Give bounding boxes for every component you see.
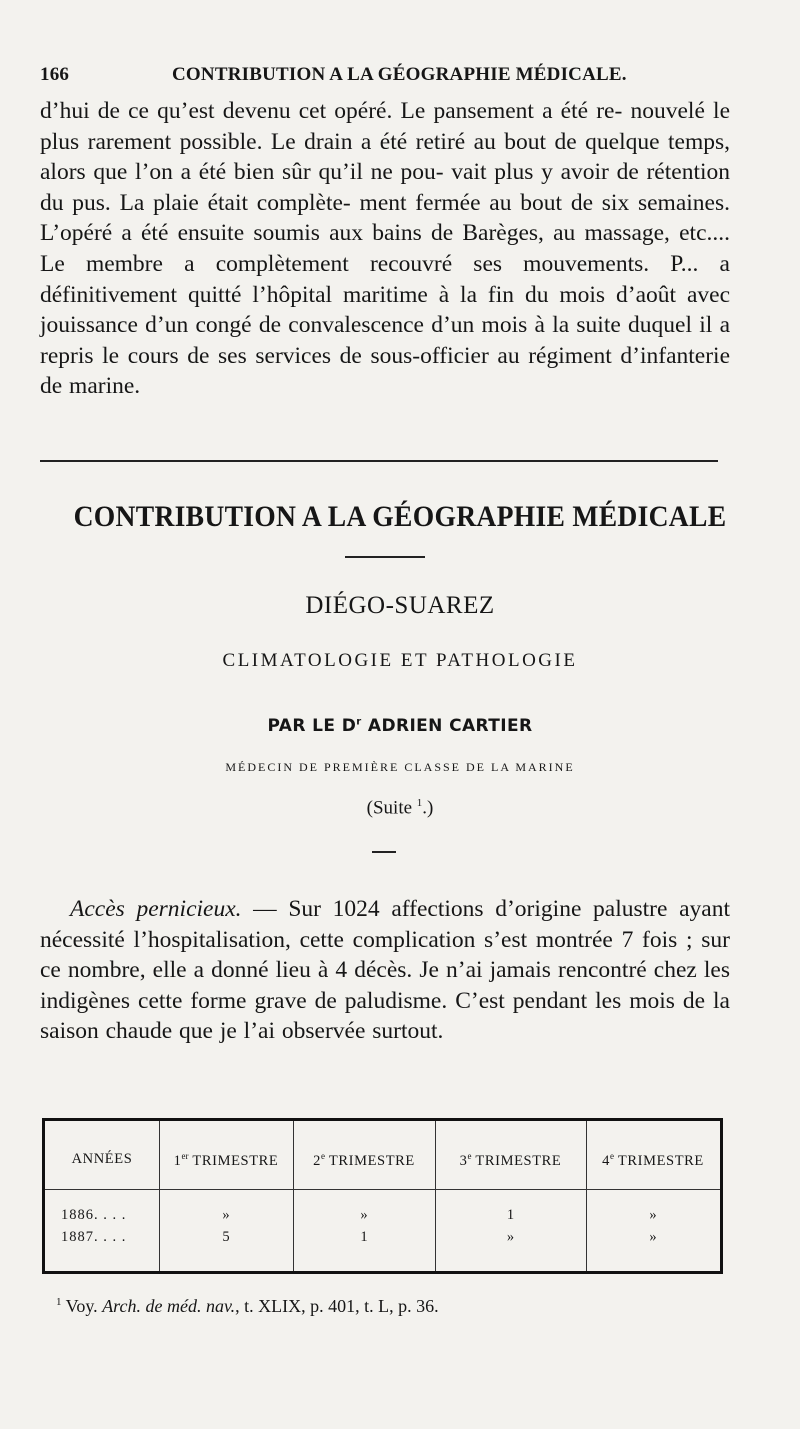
author-name: ADRIEN CARTIER [361,716,533,736]
header-num: 3 [459,1152,468,1169]
footnote-reference: , t. XLIX, p. 401, t. L, p. 36. [235,1296,439,1316]
text-line: repris le cours de ses services de sous-officier au régiment [40,342,612,369]
header-num: 2 [313,1152,321,1169]
text-line: complètement recouvré ses mouvements. P... a définitivement [40,250,730,308]
suite-label: (Suite [366,797,417,819]
text-line: d’infanterie de marine. [40,342,730,400]
column-divider [586,1121,587,1271]
pernicious-paragraph [40,894,730,1047]
paragraph [40,894,730,1047]
table-header-cell [586,1151,720,1170]
column-divider [159,1121,160,1271]
section-title: CONTRIBUTION A LA GÉOGRAPHIE MÉDICALE [73,500,727,533]
table-cell-year: 1886. . . . [61,1207,127,1223]
table-header-cell [293,1151,435,1170]
table-cell: » [649,1229,657,1245]
column-divider [435,1121,436,1271]
footnote-journal: Arch. de méd. nav. [102,1296,236,1316]
text-line: de quelque temps, alors que l’on a été bien sûr qu’il ne pou- [40,128,730,186]
short-divider [372,851,396,853]
running-head [40,64,740,92]
previous-paragraph [40,96,730,402]
title-underline [345,556,425,558]
header-text: TRIMESTRE [471,1152,562,1169]
text-line: d’un congé de convalescence d’un mois à la suite duquel il a [145,312,731,339]
text-line: ment fermée au bout de six semaines. L’opéré a été ensuite [40,189,730,247]
footnote-mark: 1 [56,1296,62,1308]
paragraph-lead: Accès pernicieux. [70,896,242,922]
header-num: 4 [602,1152,610,1169]
table-cell: 1 [360,1229,368,1245]
continuation-note [40,797,760,819]
suite-close: .) [422,797,434,819]
section-subsubtitle: CLIMATOLOGIE ET PATHOLOGIE [222,650,578,671]
text-line: soumis aux bains de Barèges, au massage, etc.... Le membre a [40,220,731,277]
previous-article-ending [40,96,730,402]
column-divider [293,1121,294,1271]
header-text: ANNÉES [71,1151,133,1167]
footnote [56,1296,736,1317]
footnote-ref[interactable]: 1 [416,797,423,809]
author-prefix: PAR LE D [267,716,357,736]
text-line: vait plus y avoir de rétention du pus. La plaie était complète- [40,159,730,216]
author-line [40,716,760,736]
header-text: TRIMESTRE [324,1152,415,1169]
footnote-lead: Voy. [61,1296,103,1316]
header-sup: e [320,1151,325,1161]
header-sup: er [181,1151,189,1161]
header-sup: e [467,1151,472,1161]
text-line: nouvelé le plus rarement possible. Le drain a été retiré au bout [40,98,731,155]
cases-table [42,1118,723,1274]
table-header-cell [45,1151,159,1168]
running-title: CONTRIBUTION A LA GÉOGRAPHIE MÉDICALE. [172,64,627,85]
header-text: TRIMESTRE [188,1152,279,1169]
table-cell: 5 [222,1229,230,1245]
table-cell: » [360,1207,368,1223]
paragraph-text: — Sur 1024 affections d’origine palustre ayant nécessité l’hospitalisation, cette complication s’est montrée 7 fois ; sur ce nombre, elle a donné lieu à 4 décès. Je n’ai jamais rencontré chez les indigènes cette forme grave de paludisme. C’est pendant les mois de la saison chaude que je l’ai observée surtout. [40,896,730,1045]
section-subtitle: DIÉGO-SUAREZ [305,592,495,619]
table-cell: » [222,1207,230,1223]
header-text: TRIMESTRE [613,1152,704,1169]
text-line: d’hui de ce qu’est devenu cet opéré. Le pansement a été re- [40,98,623,124]
author-role: MÉDECIN DE PREMIÈRE CLASSE DE LA MARINE [225,760,575,774]
table-header-cell [159,1151,293,1170]
table-cell: » [649,1207,657,1223]
header-divider [45,1189,720,1190]
header-num: 1 [173,1152,182,1169]
table-cell-year: 1887. . . . [61,1229,127,1245]
header-sup: e [609,1151,614,1161]
section-divider [40,460,718,462]
table-header-cell [435,1151,586,1170]
author-title-sup: r [356,716,362,728]
text-line: quitté l’hôpital maritime à la fin du mois d’août avec jouissance [40,281,730,339]
table-cell: 1 [506,1207,515,1223]
table-cell: » [506,1229,515,1245]
page-number: 166 [40,64,70,85]
